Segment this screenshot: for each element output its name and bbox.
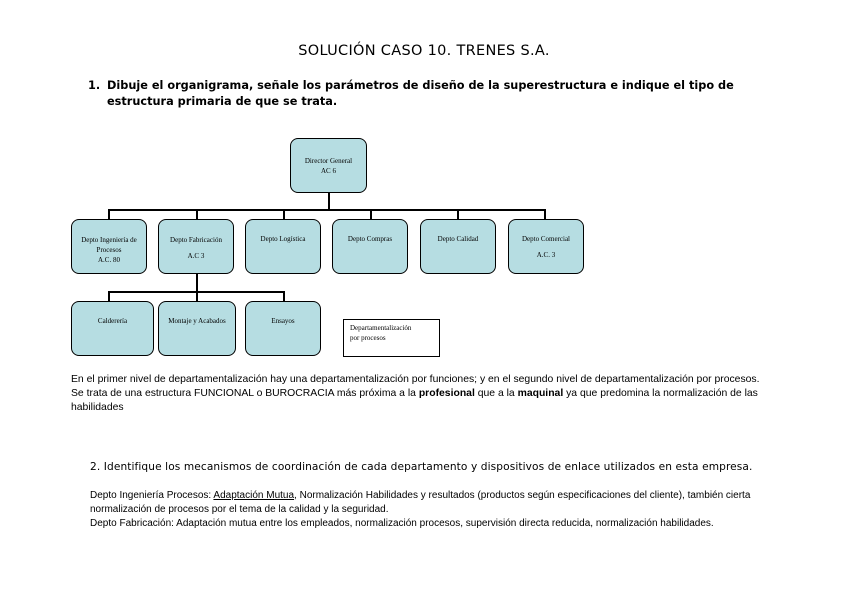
- question-2: 2. Identifique los mecanismos de coordinación de cada departamento y dispositivos de enlace utilizados en esta empresa.: [90, 461, 753, 473]
- org-legend: [343, 319, 440, 357]
- org-box-line: Ensayos: [271, 317, 295, 325]
- text-run: Se trata de una estructura FUNCIONAL o BUROCRACIA más próxima a la: [71, 388, 419, 399]
- connector-fab-vertical: [196, 274, 198, 292]
- dept-fabricacion-answer: Depto Fabricación: Adaptación mutua entre los empleados, normalización procesos, supervisión directa reducida, normalización habilidades.: [90, 518, 714, 529]
- text-run: que a la: [474, 388, 518, 399]
- underlined-text: Adaptación Mutua: [213, 490, 295, 501]
- org-box-line: A.C. 3: [536, 251, 556, 259]
- connector-drop-l2-3: [283, 291, 285, 301]
- org-box-line: Procesos: [96, 246, 122, 254]
- org-box-director-general: [290, 138, 367, 193]
- org-box-calidad: [420, 219, 496, 274]
- org-box-line: A.C 3: [187, 252, 205, 260]
- org-box-comercial: [508, 219, 584, 274]
- org-box-compras: [332, 219, 408, 274]
- connector-drop-6: [544, 209, 546, 219]
- org-box-line: A.C. 80: [98, 256, 120, 264]
- bold-text: maquinal: [517, 388, 564, 399]
- org-box-line: Depto Logística: [260, 235, 306, 243]
- legend-line: por procesos: [350, 334, 386, 342]
- connector-drop-l2-1: [108, 291, 110, 301]
- org-box-line: Depto Calidad: [437, 235, 479, 243]
- text-run: , Normalización Habilidades y resultados (productos según especificaciones del cliente), también cierta normalización de procesos por el tema de la calidad y la seguridad.: [90, 490, 751, 515]
- org-box-line: Depto Fabricación: [170, 236, 222, 244]
- connector-drop-l2-2: [196, 291, 198, 301]
- explanation-line-1: En el primer nivel de departamentalización hay una departamentalización por funciones; y en el segundo nivel de departamentalización por procesos.: [71, 374, 760, 385]
- explanation-line-2: [71, 387, 771, 415]
- org-box-ingenieria-procesos: [71, 219, 147, 274]
- connector-drop-5: [457, 209, 459, 219]
- department-answers: [90, 489, 780, 531]
- org-box-montaje-acabados: [158, 301, 236, 356]
- legend-line: Departamentalización: [350, 324, 412, 332]
- connector-drop-4: [370, 209, 372, 219]
- text-run: ya que predomina la normalización de las habilidades: [71, 388, 758, 413]
- org-box-line: Calderería: [97, 317, 128, 325]
- org-box-line: AC 6: [321, 167, 336, 175]
- org-box-line: Director General: [304, 157, 353, 165]
- org-box-line: Depto Ingeniería de: [81, 236, 137, 244]
- connector-drop-3: [283, 209, 285, 219]
- text-run: Depto Ingeniería Procesos:: [90, 490, 214, 501]
- org-box-line: Montaje y Acabados: [168, 317, 226, 325]
- question-1-text: Dibuje el organigrama, señale los parámetros de diseño de la superestructura e indique el tipo de estructura primaria de que se trata.: [107, 79, 734, 108]
- bold-text: profesional: [418, 388, 475, 399]
- org-box-logistica: [245, 219, 321, 274]
- connector-drop-1: [108, 209, 110, 219]
- org-box-fabricacion: [158, 219, 234, 274]
- dept-ingenieria-answer: [90, 489, 780, 517]
- question-1: [88, 78, 768, 110]
- explanation-paragraph: [71, 373, 771, 415]
- org-box-caldereria: [71, 301, 154, 356]
- connector-level1-bar: [108, 209, 546, 211]
- question-1-number: 1.: [88, 79, 101, 92]
- org-box-line: Depto Comercial: [521, 235, 570, 243]
- connector-drop-2: [196, 209, 198, 219]
- org-box-line: Depto Compras: [347, 235, 393, 243]
- document-title: SOLUCIÓN CASO 10. TRENES S.A.: [298, 43, 550, 59]
- org-box-ensayos: [245, 301, 321, 356]
